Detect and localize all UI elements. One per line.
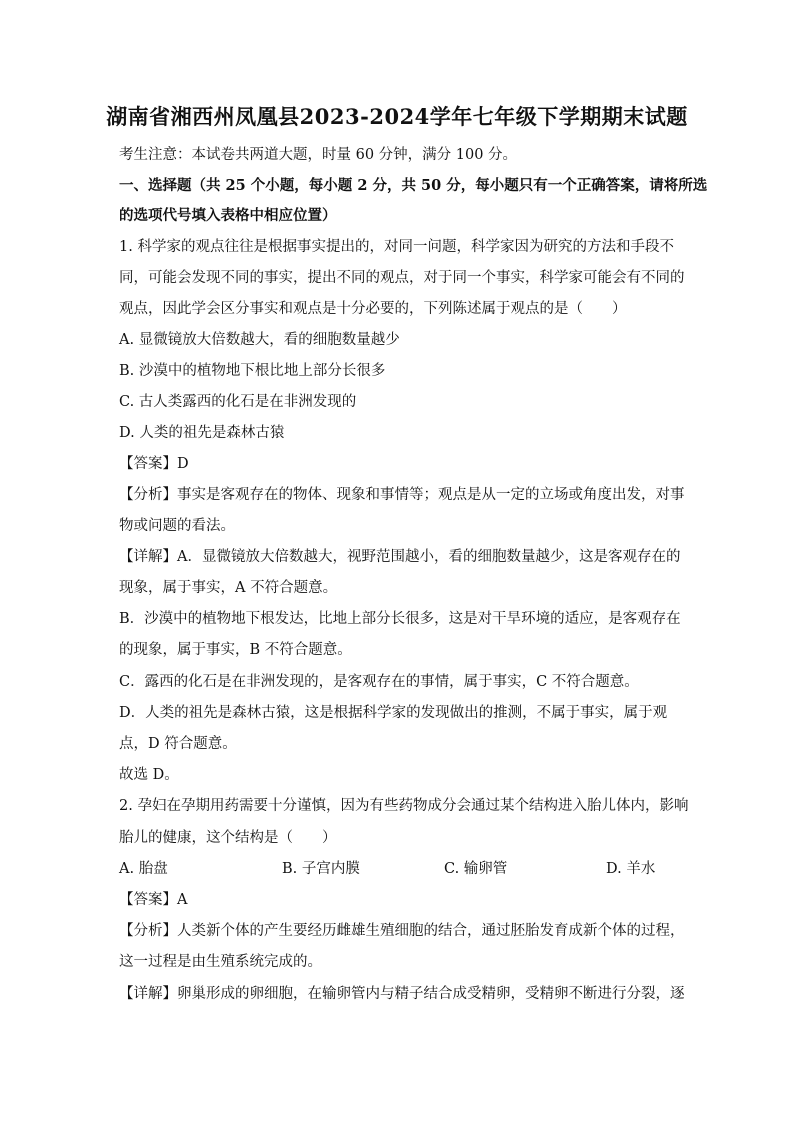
q1-detail-line-7: 点，D 符合题意。	[119, 736, 237, 752]
q1-detail-line-6: D．人类的祖先是森林古猿，这是根据科学家的发现做出的推测，不属于事实，属于观	[119, 705, 668, 721]
section-heading-line-1: 一、选择题（共 25 个小题，每小题 2 分，共 50 分，每小题只有一个正确答案，请将所选	[119, 177, 708, 194]
q2-option-b: B. 子宫内膜	[282, 861, 360, 877]
q2-stem-line-2: 胎儿的健康，这个结构是（ ）	[119, 830, 337, 846]
q1-option-d: D. 人类的祖先是森林古猿	[119, 425, 285, 441]
q1-analysis-line-1: 【分析】事实是客观存在的物体、现象和事情等；观点是从一定的立场或角度出发，对事	[119, 487, 685, 503]
q2-analysis-line-2: 这一过程是由生殖系统完成的。	[119, 954, 322, 970]
q1-option-b: B. 沙漠中的植物地下根比地上部分长很多	[119, 363, 386, 379]
q2-option-c: C. 输卵管	[444, 861, 508, 877]
section-heading-line-2: 的选项代号填入表格中相应位置）	[119, 207, 337, 224]
q1-analysis-line-2: 物或问题的看法。	[119, 518, 235, 534]
q1-conclusion: 故选 D。	[119, 767, 179, 783]
q1-option-a: A. 显微镜放大倍数越大，看的细胞数量越少	[119, 332, 400, 348]
q1-detail-line-3: B．沙漠中的植物地下根发达，比地上部分长很多，这是对干旱环境的适应，是客观存在	[119, 611, 681, 627]
q2-detail-line-1: 【详解】卵巢形成的卵细胞，在输卵管内与精子结合成受精卵，受精卵不断进行分裂，逐	[119, 986, 685, 1002]
q1-detail-line-2: 现象，属于事实，A 不符合题意。	[119, 580, 338, 596]
q1-detail-line-1: 【详解】A．显微镜放大倍数越大，视野范围越小，看的细胞数量越少，这是客观存在的	[119, 549, 681, 565]
q2-stem-line-1: 2. 孕妇在孕期用药需要十分谨慎，因为有些药物成分会通过某个结构进入胎儿体内，影响	[119, 798, 689, 814]
exam-notice: 考生注意：本试卷共两道大题，时量 60 分钟，满分 100 分。	[119, 147, 518, 163]
q1-option-c: C. 古人类露西的化石是在非洲发现的	[119, 394, 357, 410]
q1-stem-line-1: 1. 科学家的观点往往是根据事实提出的，对同一问题，科学家因为研究的方法和手段不	[119, 239, 674, 255]
q1-detail-line-5: C．露西的化石是在非洲发现的，是客观存在的事情，属于事实，C 不符合题意。	[119, 674, 639, 690]
q1-stem-line-3: 观点，因此学会区分事实和观点是十分必要的，下列陈述属于观点的是（ ）	[119, 301, 627, 317]
q2-option-a: A. 胎盘	[119, 861, 168, 877]
q1-stem-line-2: 同，可能会发现不同的事实，提出不同的观点，对于同一个事实，科学家可能会有不同的	[119, 270, 685, 286]
q2-answer: 【答案】A	[119, 892, 188, 908]
q1-detail-line-4: 的现象，属于事实，B 不符合题意。	[119, 642, 352, 658]
page-title: 湖南省湘西州凤凰县2023-2024学年七年级下学期期末试题	[106, 104, 688, 129]
q1-answer: 【答案】D	[119, 456, 189, 472]
q2-option-d: D. 羊水	[606, 861, 656, 877]
q2-analysis-line-1: 【分析】人类新个体的产生要经历雌雄生殖细胞的结合，通过胚胎发育成新个体的过程，	[119, 923, 685, 939]
